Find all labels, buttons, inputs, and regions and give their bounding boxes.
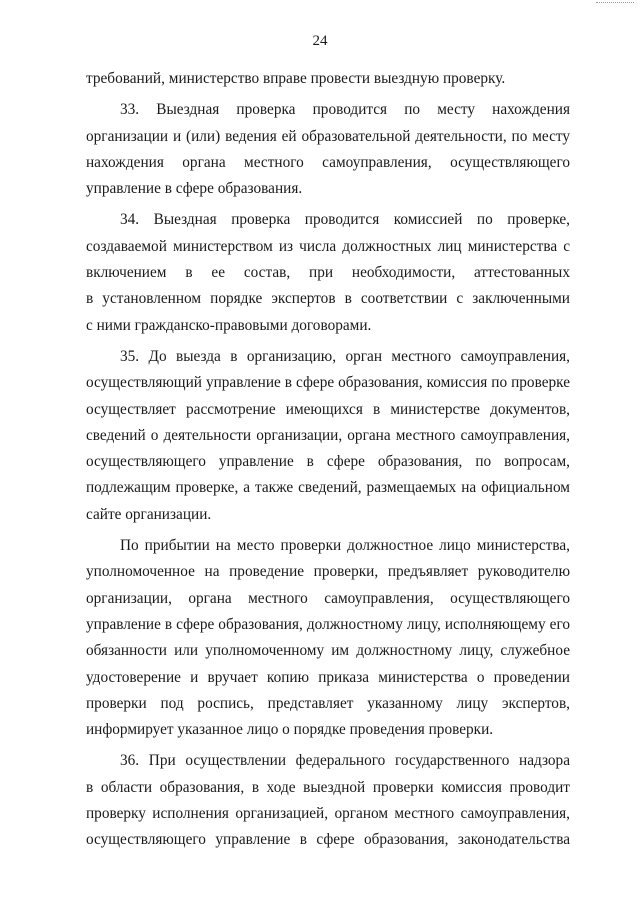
text-line: в установленном порядке экспертов в соответствии с заключенными <box>86 290 570 308</box>
text-line: осуществляющего управление в сфере образования, по вопросам, <box>86 453 570 471</box>
text-line: управление в сфере образования. <box>86 180 303 198</box>
paragraph <box>86 344 570 528</box>
text-line: информирует указанное лицо о порядке проведения проверки. <box>86 721 494 739</box>
scan-corner-mark <box>596 2 634 7</box>
text-line: подлежащим проверке, а также сведений, размещаемых на официальном <box>86 479 570 497</box>
text-line: управление в сфере образования, должностному лицу, исполняющему его <box>86 615 570 633</box>
document-body <box>86 66 570 854</box>
paragraph <box>86 66 570 92</box>
text-line: создаваемой министерством из числа должностных лиц министерства с <box>86 237 570 255</box>
text-line: проверку исполнения организацией, органом местного самоуправления, <box>86 805 570 823</box>
text-line: организации, органа местного самоуправления, осуществляющего <box>86 589 570 607</box>
text-line: По прибытии на место проверки должностное лицо министерства, <box>120 537 570 555</box>
paragraph <box>86 97 570 202</box>
text-line: 34. Выездная проверка проводится комиссией по проверке, <box>120 211 570 229</box>
text-line: удостоверение и вручает копию приказа министерства о проведении <box>86 668 570 686</box>
paragraph <box>86 207 570 338</box>
text-line: проверки под роспись, представляет указанному лицу экспертов, <box>86 694 570 712</box>
text-line: 33. Выездная проверка проводится по месту нахождения <box>120 101 570 119</box>
text-line: организации и (или) ведения ей образовательной деятельности, по месту <box>86 127 570 145</box>
text-line: уполномоченное на проведение проверки, предъявляет руководителю <box>86 563 570 581</box>
text-line: осуществляющий управление в сфере образования, комиссия по проверке <box>86 374 570 392</box>
text-line: с ними гражданско-правовыми договорами. <box>86 316 372 334</box>
paragraph <box>86 748 570 853</box>
text-line: включением в ее состав, при необходимости, аттестованных <box>86 264 570 282</box>
paragraph <box>86 533 570 743</box>
text-line: сайте организации. <box>86 505 212 523</box>
text-line: в области образования, в ходе выездной проверки комиссия проводит <box>86 778 570 796</box>
page-number: 24 <box>312 33 328 49</box>
text-line: требований, министерство вправе провести выездную проверку. <box>86 70 506 87</box>
text-line: осуществляющего управление в сфере образования, законодательства <box>86 831 570 849</box>
text-line: осуществляет рассмотрение имеющихся в министерстве документов, <box>86 400 570 418</box>
text-line: обязанности или уполномоченному им должностному лицу, служебное <box>86 642 570 660</box>
text-line: нахождения органа местного самоуправления, осуществляющего <box>86 153 570 171</box>
text-line: 36. При осуществлении федерального государственного надзора <box>120 752 570 770</box>
text-line: 35. До выезда в организацию, орган местного самоуправления, <box>120 347 570 365</box>
text-line: сведений о деятельности организации, органа местного самоуправления, <box>86 426 570 444</box>
